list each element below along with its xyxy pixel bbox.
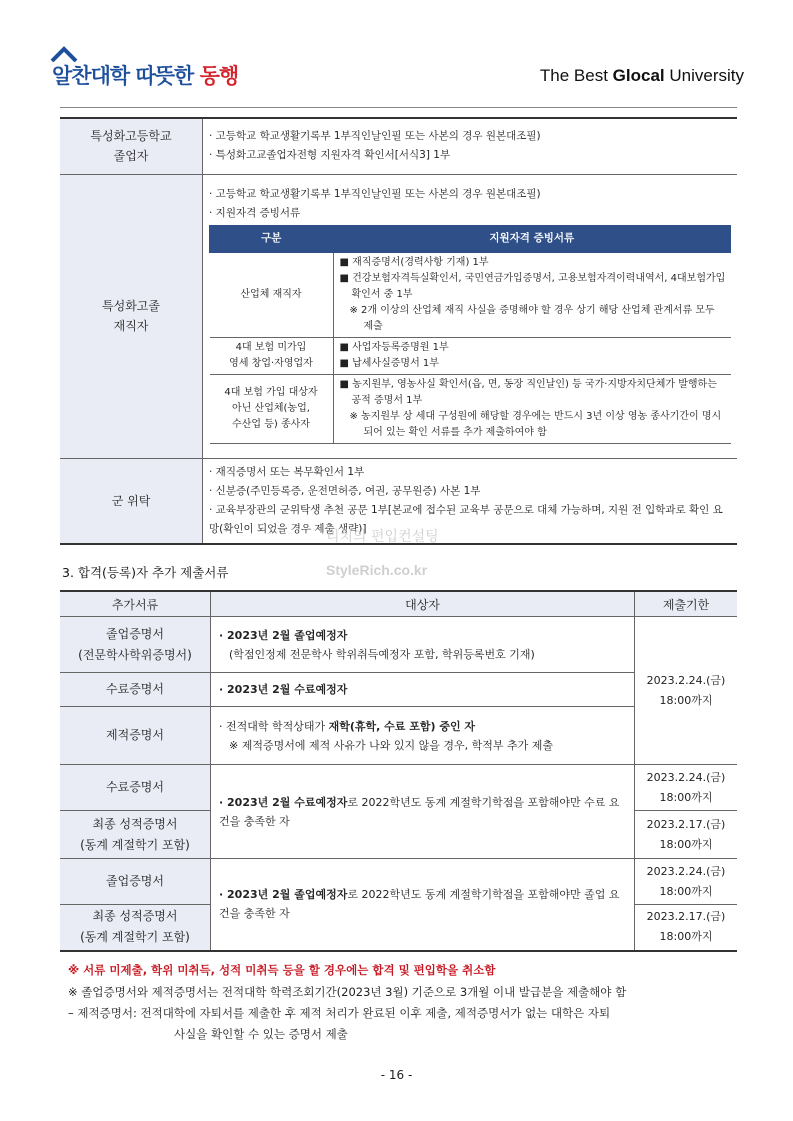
table-header: [60, 591, 737, 617]
row-content: · 재직증명서 또는 복무확인서 1부 · 신분증(주민등록증, 운전면허증, 여권, 공무원증) 사본 1부 · 교육부장관의 군위탁생 추천 공문 1부[본교에 접수된 교육부 공문으로 대체 가능하며, 지원 전 입학과로 확인 요망(확인이 되었을 경우 제출 생략)]: [203, 458, 738, 544]
row-content: · 고등학교 학교생활기록부 1부직인날인필 또는 사본의 경우 원본대조필) · 특성화고교졸업자전형 지원자격 확인서[서식3] 1부: [203, 118, 738, 174]
target-cell: · 2023년 2월 수료예정자: [211, 673, 635, 707]
watermark-url: StyleRich.co.kr: [326, 562, 428, 578]
target-cell: · 2023년 2월 졸업예정자로 2022학년도 동계 계절학기학점을 포함해야만 졸업 요건을 충족한 자: [211, 859, 635, 951]
subtable-content: ■ 재직증명서(경력사항 기재) 1부 ■ 건강보험자격득실확인서, 국민연금가입증명서, 고용보험자격이력내역서, 4대보험가입확인서 중 1부 ※ 2개 이상의 산업체 재직 사실을 증명해야 할 경우 상기 해당 산업체 관계서류 모두 제출: [333, 252, 731, 337]
university-tagline: The Best Glocal University: [539, 66, 744, 85]
table-row: [60, 174, 737, 458]
table-row: [210, 337, 731, 374]
target-cell: · 2023년 2월 수료예정자로 2022학년도 동계 계절학기학점을 포함해야만 수료 요건을 충족한 자: [211, 765, 635, 859]
header-divider: [60, 107, 737, 108]
subtable-label: 4대 보험 가입 대상자 아닌 산업체(농업, 수산업 등) 종사자: [210, 374, 334, 443]
row-content: · 고등학교 학교생활기록부 1부직인날인필 또는 사본의 경우 원본대조필) · 지원자격 증빙서류 구분 지원자격 증빙서류 산업체 재직자 ■ 재직증명서(경력사항 기재) 1부 ■ 건강보험자격득실확인서, 국민연금가입증명서, 고용보험자격이력내역서, 4대보험가입확인서 중 1부 ※ 2개 이상의 산업체 재직 사실을 증명해야 할 경우 상기 해당 산업체 관계서류 모두 제출 4대 보험 미가입 영세 창업·자영업자 ■ 사업자등록증명원 1부 ■ 납세사실증명서 1부 4대 보험 가입 대상자 아닌 산업체(농업, 수산업 등) 종사자 ■ 농지원부, 영농사실 확인서(읍, 면, 동장 직인날인) 등 국가·지방자치단체가 발행하는 공적 증명서 1부 ※ 농지원부 상 세대 구성원에 해당할 경우에는 반드시 3년 이상 영농 종사기간이 명시되어 있는 확인 서류를 추가 제출하여야 함: [203, 174, 738, 458]
footnote: 사실을 확인할 수 있는 증명서 제출: [174, 1027, 348, 1041]
doc-name: 제적증명서: [60, 707, 211, 765]
deadline-cell: 2023.2.17.(금) 18:00까지: [635, 905, 738, 951]
table-row: [60, 617, 737, 673]
table-row: [60, 859, 737, 905]
subtable-content: ■ 사업자등록증명원 1부 ■ 납세사실증명서 1부: [333, 337, 731, 374]
qualification-documents-table: [60, 117, 737, 545]
cancellation-warning: ※ 서류 미제출, 학위 미취득, 성적 미취득 등을 할 경우에는 합격 및 편입학을 취소함: [68, 963, 496, 977]
doc-name: 수료증명서: [60, 765, 211, 811]
subtable-label: 산업체 재직자: [210, 252, 334, 337]
table-row: [60, 118, 737, 174]
page-number: - 16 -: [380, 1068, 413, 1082]
deadline-cell: 2023.2.17.(금) 18:00까지: [635, 811, 738, 859]
target-cell: · 전적대학 학적상태가 재학(휴학, 수료 포함) 중인 자 ※ 제적증명서에 제적 사유가 나와 있지 않을 경우, 학적부 추가 제출: [211, 707, 635, 765]
watermark-text: 리치의 편입컨설팅: [326, 529, 439, 545]
subtable-content: ■ 농지원부, 영농사실 확인서(읍, 면, 동장 직인날인) 등 국가·지방자치단체가 발행하는 공적 증명서 1부 ※ 농지원부 상 세대 구성원에 해당할 경우에는 반드시 3년 이상 영농 종사기간이 명시되어 있는 확인 서류를 추가 제출하여야 함: [333, 374, 731, 443]
doc-name: 졸업증명서: [60, 859, 211, 905]
logo-slogan: 알찬대학 따뜻한 동행: [52, 64, 239, 88]
row-label: 특성화고졸 재직자: [60, 174, 203, 458]
additional-documents-table: [60, 590, 737, 952]
doc-name: 졸업증명서 (전문학사학위증명서): [60, 617, 211, 673]
page-header: [0, 0, 793, 100]
university-logo: [50, 52, 270, 92]
row-label: 특성화고등학교 졸업자: [60, 118, 203, 174]
proof-documents-subtable: [209, 225, 731, 444]
doc-name: 최종 성적증명서 (동계 계절학기 포함): [60, 905, 211, 951]
head-deadline: 제출기한: [635, 591, 738, 617]
row-label: 군 위탁: [60, 458, 203, 544]
table-row: [210, 252, 731, 337]
subtable-head-documents: 지원자격 증빙서류: [333, 225, 731, 252]
deadline-cell: 2023.2.24.(금) 18:00까지: [635, 765, 738, 811]
head-target: 대상자: [211, 591, 635, 617]
head-document: 추가서류: [60, 591, 211, 617]
doc-name: 수료증명서: [60, 673, 211, 707]
doc-name: 최종 성적증명서 (동계 계절학기 포함): [60, 811, 211, 859]
subtable-header: [210, 225, 731, 252]
footnote: – 제적증명서: 전적대학에 자퇴서를 제출한 후 제적 처리가 완료된 이후 제출, 제적증명서가 없는 대학은 자퇴: [68, 1006, 611, 1020]
deadline-cell: 2023.2.24.(금) 18:00까지: [635, 859, 738, 905]
target-cell: · 2023년 2월 졸업예정자 (학점인정제 전문학사 학위취득예정자 포함, 학위등록번호 기재): [211, 617, 635, 673]
section-title: 3. 합격(등록)자 추가 제출서류: [62, 565, 229, 580]
subtable-head-category: 구분: [210, 225, 334, 252]
deadline-cell: 2023.2.24.(금) 18:00까지: [635, 617, 738, 765]
footnote: ※ 졸업증명서와 제적증명서는 전적대학 학력조회기간(2023년 3월) 기준으로 3개월 이내 발급분을 제출해야 함: [68, 985, 627, 999]
subtable-label: 4대 보험 미가입 영세 창업·자영업자: [210, 337, 334, 374]
table-row: [210, 374, 731, 443]
table-row: [60, 765, 737, 811]
